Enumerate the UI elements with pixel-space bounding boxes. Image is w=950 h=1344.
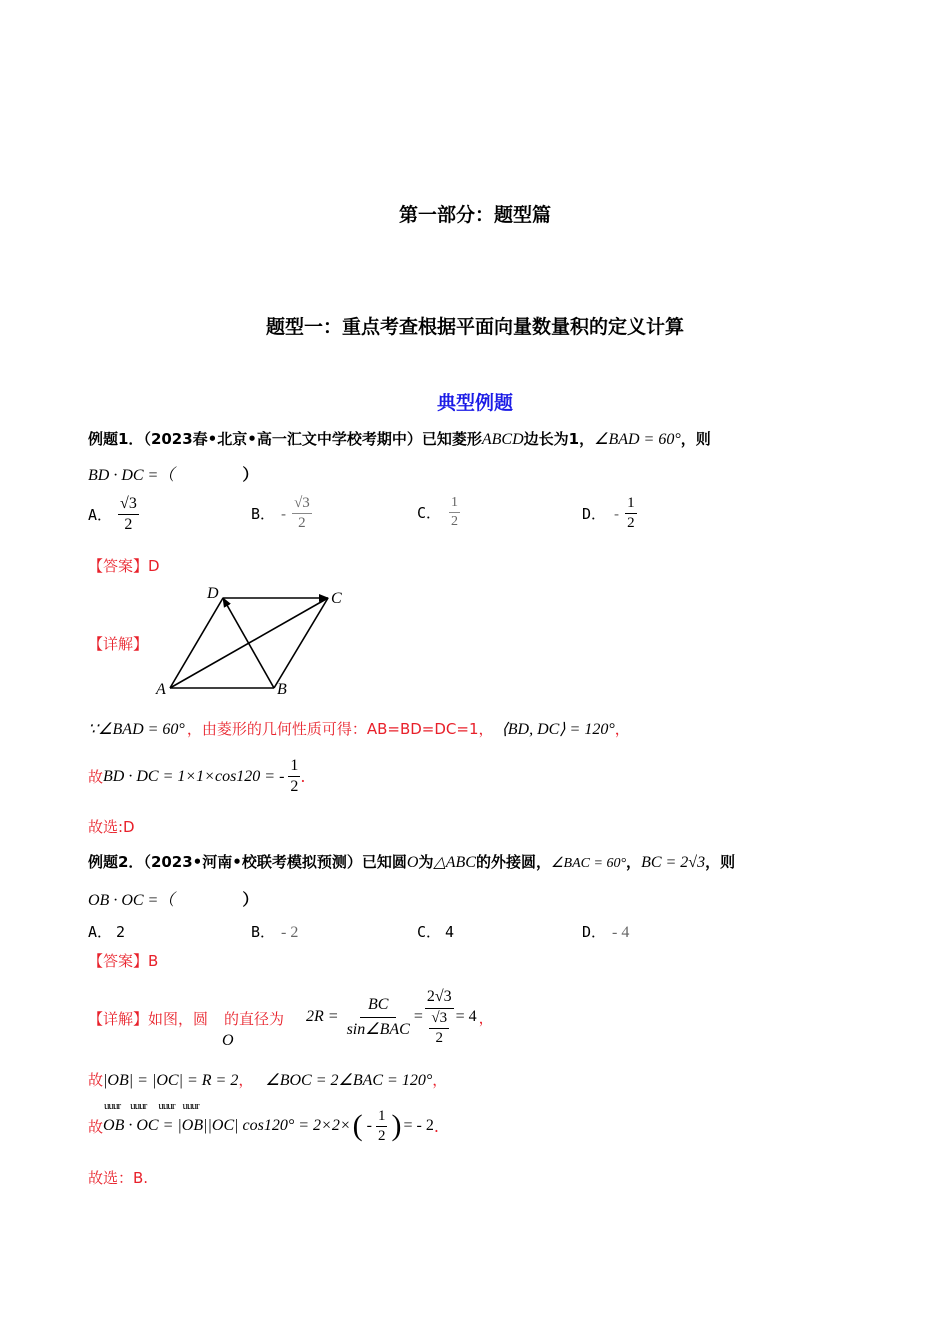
ex1-label: 例题1． xyxy=(88,430,144,448)
vec-mark-ob2: uuur xyxy=(158,1100,175,1112)
ex1-option-d[interactable] xyxy=(582,496,637,531)
ex2-law-eq: = xyxy=(413,1008,423,1025)
ex2-law-den2-num: √3 xyxy=(429,1011,449,1029)
label-d: D xyxy=(207,585,219,602)
ex2-option-b[interactable] xyxy=(251,921,298,942)
ex2-detail-text: 如图，圆 xyxy=(148,1010,209,1028)
label-a: A xyxy=(156,681,166,698)
ex2-detail-pre: 【详解】 xyxy=(88,1010,149,1028)
ex1-solution-line1 xyxy=(88,718,630,739)
side-ad xyxy=(170,598,223,688)
ex1-ask-line xyxy=(88,462,258,485)
ex2-option-c-value: 4 xyxy=(445,923,455,941)
ex2-line4-rparen: ) xyxy=(391,1109,402,1142)
ex1-cond1: 边长为1， xyxy=(523,430,595,448)
ex1-sol1-angle: ⟨BD, DC⟩ = 120° xyxy=(501,720,615,738)
ex2-line4-end: . xyxy=(433,1116,439,1136)
ex1-option-a-den: 2 xyxy=(124,516,133,533)
ex2-law-frac2 xyxy=(425,989,454,1046)
label-c: C xyxy=(331,590,342,607)
ex2-ask-expr: OB · OC =（ xyxy=(88,892,175,909)
ex2-option-b-value: - 2 xyxy=(281,924,299,941)
vec-mark-oc2: uuur xyxy=(182,1100,199,1112)
ex1-option-b[interactable] xyxy=(251,496,312,531)
ex2-law-den: sin∠BAC xyxy=(346,1020,410,1038)
ex2-line3-angle: ∠BOC = 2∠BAC = 120° xyxy=(265,1072,433,1089)
ex2-ask-line xyxy=(88,887,258,910)
ex2-question-line xyxy=(88,851,735,872)
ex2-law-num2: 2√3 xyxy=(425,989,454,1009)
ex1-sol2-den: 2 xyxy=(290,778,299,795)
ex2-line4-minus: - xyxy=(366,1117,372,1134)
ex1-sol2-expr: BD · DC = 1×1×cos120 = - xyxy=(103,767,285,785)
ex2-law-num: BC xyxy=(360,997,396,1018)
ex2-detail-o: O xyxy=(222,1032,234,1049)
ex1-sol2-num: 1 xyxy=(288,758,300,777)
ex1-option-d-den: 2 xyxy=(627,515,635,531)
ex2-law-of-sines xyxy=(306,982,494,1052)
ex1-option-b-den: 2 xyxy=(298,515,306,531)
ex2-option-b-label: B． xyxy=(251,923,276,941)
ex1-option-a-label: A． xyxy=(88,506,113,524)
label-b: B xyxy=(277,681,287,698)
ex2-line3 xyxy=(88,1069,447,1090)
ex2-mid: 为 xyxy=(418,853,434,871)
ex1-option-c-num: 1 xyxy=(449,496,460,513)
ex1-option-a[interactable] xyxy=(88,496,139,533)
vec-mark-ob: uuur xyxy=(104,1100,121,1112)
ex2-angle: ∠BAC = 60° xyxy=(551,856,627,871)
ex2-ask-close: ） xyxy=(242,890,259,909)
ex1-solution-line2 xyxy=(88,758,306,795)
ex2-tri: △ABC xyxy=(433,854,476,871)
ex1-angle: ∠BAD = 60° xyxy=(594,431,681,448)
ex1-sol2-end: . xyxy=(300,767,306,786)
ex2-line4-res: = - 2 xyxy=(403,1117,434,1134)
ex2-option-a-label: A． xyxy=(88,923,113,941)
ex2-law-den2-den: 2 xyxy=(435,1029,443,1046)
ex2-option-a[interactable] xyxy=(88,921,125,942)
ex2-line4-lparen: ( xyxy=(352,1109,363,1142)
ex2-line4-den: 2 xyxy=(377,1127,386,1144)
ex2-circle: O xyxy=(406,854,419,871)
ex1-sol1-text: ，由菱形的几何性质可得：AB=BD=DC=1， xyxy=(186,720,494,738)
ex2-answer: 【答案】B xyxy=(88,952,159,970)
ex2-bc: BC = 2√3 xyxy=(641,854,706,871)
ex1-ask-close: ） xyxy=(242,465,259,484)
ex1-option-a-frac xyxy=(118,496,139,533)
ex2-comma: ， xyxy=(626,853,642,871)
ex2-option-c-label: C． xyxy=(417,923,442,941)
ex2-line3-pre: 故 xyxy=(88,1071,104,1089)
ex1-option-b-label: B． xyxy=(251,505,276,523)
ex1-sol1-comma: ， xyxy=(614,720,630,738)
ex2-line4-expr: OB · OC = |OB||OC| cos120° = 2×2× xyxy=(103,1117,351,1134)
ex2-line4-pre: 故 xyxy=(88,1117,104,1136)
ex2-label: 例题2． xyxy=(88,853,144,871)
ex2-law-den2 xyxy=(427,1009,451,1046)
ex2-option-d[interactable] xyxy=(582,921,629,942)
ex1-ask-expr: BD · DC =（ xyxy=(88,467,175,484)
ex2-choose: 故选：B. xyxy=(88,1169,149,1187)
ex1-option-c-label: C． xyxy=(417,504,442,522)
ex1-option-a-num: √3 xyxy=(118,496,139,515)
vec-mark-oc: uuur xyxy=(130,1100,147,1112)
ex1-shape: ABCD xyxy=(481,431,524,448)
ex2-detail-line xyxy=(88,1008,284,1029)
ex1-option-d-frac xyxy=(625,496,637,531)
ex2-option-d-label: D． xyxy=(582,923,607,941)
typical-title: 典型例题 xyxy=(436,392,513,414)
ex1-sol1-pre: ∵∠BAD = 60° xyxy=(88,720,185,738)
ex2-law-comma: ， xyxy=(478,1008,494,1027)
part-title: 第一部分：题型篇 xyxy=(398,204,551,226)
ex2-law-res: = 4 xyxy=(455,1008,477,1025)
ex2-line4 xyxy=(88,1108,439,1144)
ex2-line4-frac xyxy=(376,1109,388,1144)
ex2-law-frac1 xyxy=(345,997,412,1038)
ex2-option-c[interactable] xyxy=(417,921,454,942)
diagonal-ac xyxy=(170,598,328,688)
ex1-source: （2023春•北京•高一汇文中学校考期中）已知菱形 xyxy=(143,430,482,448)
ex1-answer: 【答案】D xyxy=(88,557,160,575)
ex2-law-lhs: 2R = xyxy=(306,1008,339,1025)
rhombus-diagram xyxy=(150,578,350,702)
ex1-option-d-label: D． xyxy=(582,505,607,523)
ex1-option-b-num: √3 xyxy=(292,496,312,514)
ex1-sol2-pre: 故 xyxy=(88,768,104,786)
ex1-option-b-sign: - xyxy=(279,504,289,523)
ex2-option-d-value: - 4 xyxy=(612,924,630,941)
ex2-line4-num: 1 xyxy=(376,1109,388,1127)
ex1-option-c-frac xyxy=(449,496,460,529)
ex2-mid2: 的外接圆， xyxy=(475,853,551,871)
ex2-detail-text2: 的直径为 xyxy=(224,1010,285,1028)
ex1-then: ，则 xyxy=(680,430,711,448)
ex1-option-c-den: 2 xyxy=(451,514,459,529)
ex1-sol2-frac xyxy=(288,758,300,795)
ex2-line3-expr: |OB| = |OC| = R = 2 xyxy=(103,1072,239,1089)
ex1-detail-label: 【详解】 xyxy=(88,635,149,653)
ex1-option-c[interactable] xyxy=(417,496,460,529)
ex2-option-a-value: 2 xyxy=(116,923,126,941)
ex2-line3-mid: ， xyxy=(238,1071,254,1089)
ex2-then: ，则 xyxy=(705,853,736,871)
side-bc xyxy=(274,598,328,688)
ex1-option-d-sign: - xyxy=(612,504,622,523)
ex2-line3-end: ， xyxy=(432,1071,448,1089)
ex1-option-d-num: 1 xyxy=(625,496,637,514)
ex1-choose: 故选:D xyxy=(88,818,135,836)
section-title: 题型一：重点考查根据平面向量数量积的定义计算 xyxy=(265,316,684,338)
ex1-option-b-frac xyxy=(292,496,312,531)
ex2-source: （2023•河南•校联考模拟预测）已知圆 xyxy=(143,853,407,871)
ex1-question-line xyxy=(88,428,711,449)
